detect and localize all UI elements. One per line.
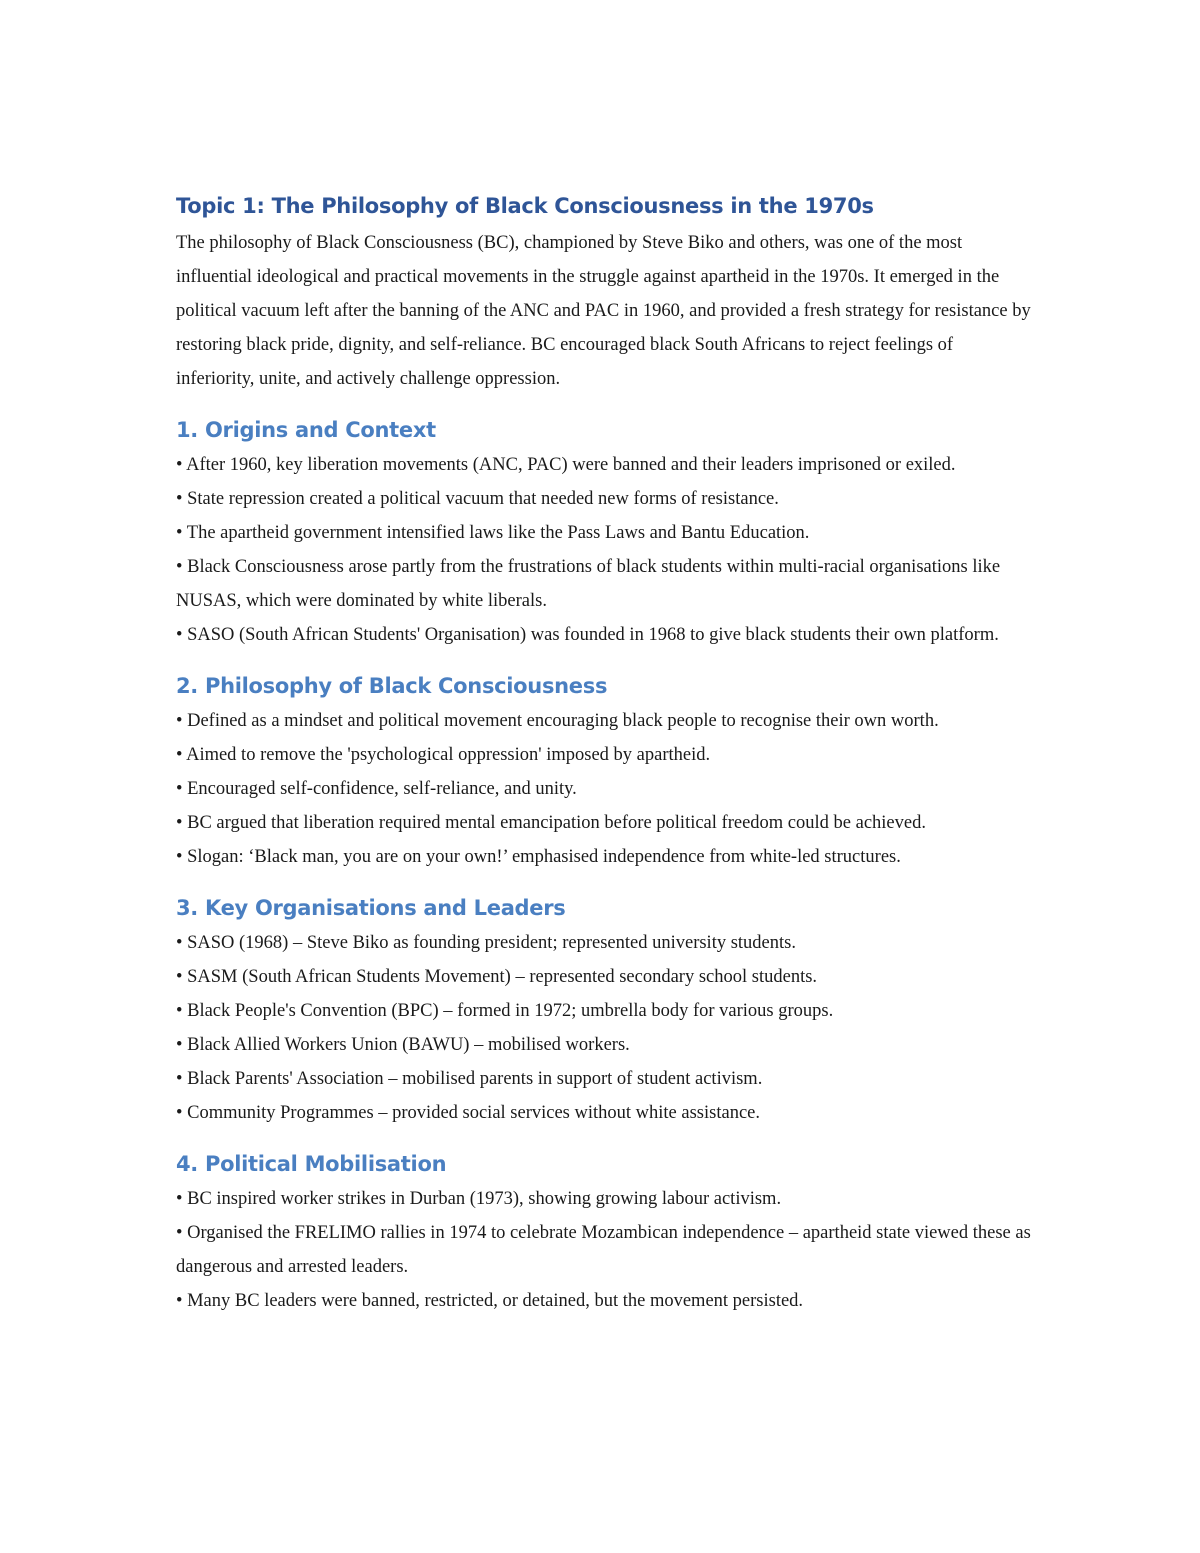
bullet-list bbox=[176, 926, 1036, 1130]
bullet-list bbox=[176, 1182, 1036, 1318]
section-heading: 2. Philosophy of Black Consciousness bbox=[176, 674, 608, 698]
bullet-item: • Many BC leaders were banned, restricted, or detained, but the movement persisted. bbox=[176, 1291, 804, 1311]
bullet-item: • SASO (South African Students' Organisation) was founded in 1968 to give black students their own platform. bbox=[176, 625, 999, 645]
bullet-item: • After 1960, key liberation movements (ANC, PAC) were banned and their leaders imprisoned or exiled. bbox=[176, 455, 956, 475]
section-heading: 4. Political Mobilisation bbox=[176, 1152, 447, 1176]
section-organisations bbox=[176, 892, 1036, 1130]
bullet-item: • State repression created a political vacuum that needed new forms of resistance. bbox=[176, 489, 779, 509]
document-page bbox=[176, 190, 1036, 1318]
bullet-list bbox=[176, 704, 1036, 874]
section-heading: 1. Origins and Context bbox=[176, 418, 436, 442]
bullet-item: • Black People's Convention (BPC) – formed in 1972; umbrella body for various groups. bbox=[176, 1001, 834, 1021]
intro-paragraph: The philosophy of Black Consciousness (BC), championed by Steve Biko and others, was one of the most influential ideological and practical movements in the struggle against apartheid in the 1970s. It emerged in the political vacuum left after the banning of the ANC and PAC in 1960, and provided a fresh strategy for resistance by restoring black pride, dignity, and self-reliance. BC encouraged black South Africans to reject feelings of inferiority, unite, and actively challenge oppression. bbox=[176, 233, 1031, 389]
section-origins bbox=[176, 414, 1036, 652]
bullet-item: • Slogan: ‘Black man, you are on your own!’ emphasised independence from white-led structures. bbox=[176, 847, 901, 867]
bullet-item: • Black Parents' Association – mobilised parents in support of student activism. bbox=[176, 1069, 763, 1089]
bullet-item: • SASO (1968) – Steve Biko as founding president; represented university students. bbox=[176, 933, 796, 953]
section-mobilisation bbox=[176, 1148, 1036, 1318]
bullet-item: • The apartheid government intensified laws like the Pass Laws and Bantu Education. bbox=[176, 523, 810, 543]
bullet-item: • Defined as a mindset and political movement encouraging black people to recognise their own worth. bbox=[176, 711, 939, 731]
bullet-item: • Organised the FRELIMO rallies in 1974 to celebrate Mozambican independence – apartheid state viewed these as dangerous and arrested leaders. bbox=[176, 1223, 1031, 1277]
document-title: Topic 1: The Philosophy of Black Consciousness in the 1970s bbox=[176, 194, 874, 218]
bullet-item: • Black Consciousness arose partly from the frustrations of black students within multi-racial organisations like NUSAS, which were dominated by white liberals. bbox=[176, 557, 1001, 611]
section-philosophy bbox=[176, 670, 1036, 874]
bullet-item: • BC argued that liberation required mental emancipation before political freedom could be achieved. bbox=[176, 813, 926, 833]
bullet-item: • Black Allied Workers Union (BAWU) – mobilised workers. bbox=[176, 1035, 630, 1055]
bullet-item: • BC inspired worker strikes in Durban (1973), showing growing labour activism. bbox=[176, 1189, 782, 1209]
section-heading: 3. Key Organisations and Leaders bbox=[176, 896, 566, 920]
bullet-item: • Encouraged self-confidence, self-reliance, and unity. bbox=[176, 779, 577, 799]
bullet-item: • Aimed to remove the 'psychological oppression' imposed by apartheid. bbox=[176, 745, 711, 765]
bullet-item: • Community Programmes – provided social services without white assistance. bbox=[176, 1103, 760, 1123]
bullet-list bbox=[176, 448, 1036, 652]
bullet-item: • SASM (South African Students Movement) – represented secondary school students. bbox=[176, 967, 818, 987]
